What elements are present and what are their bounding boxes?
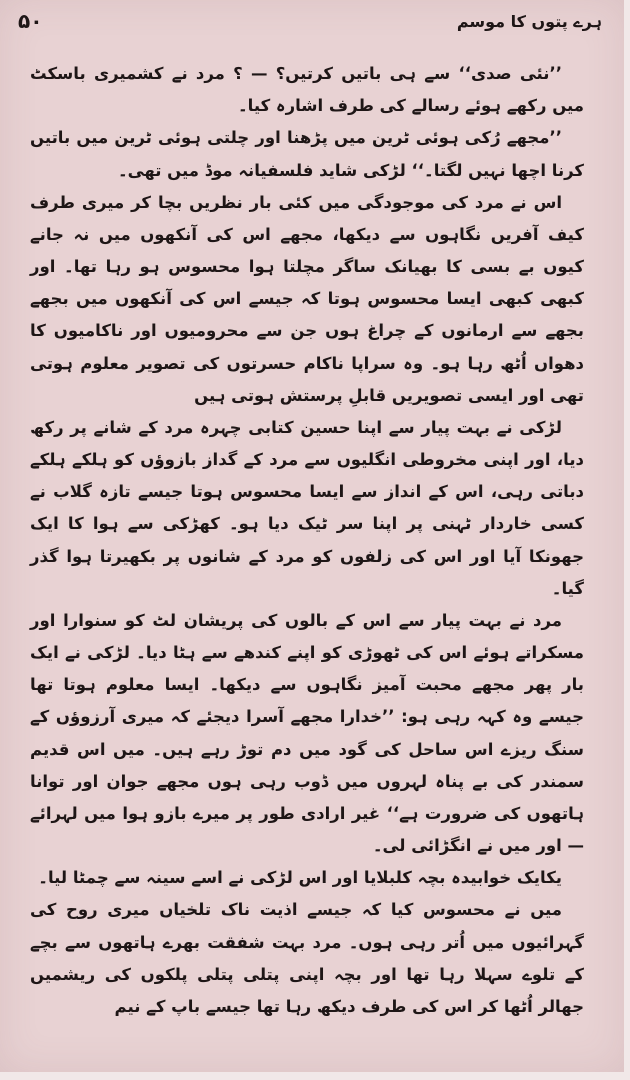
paragraph-3: اس نے مرد کی موجودگی میں کئی بار نظریں بچا کر میری طرف کیف آفریں نگاہوں سے دیکھا، مجھے اس کی آنکھوں میں نہ جانے کیوں بے بسی کا بھیانک ساگر مچلتا ہوا محسوس ہو رہا تھا۔ اور کبھی کبھی ایسا محسوس ہوتا کہ جیسے اس کی آنکھوں میں بجھے بجھے سے ارمانوں کے چراغ ہوں جن سے محرومیوں اور ناکامیوں کا دھواں اُٹھ رہا ہو۔ وہ سراپا ناکام حسرتوں کی تصویر معلوم ہوتی تھی اور ایسی تصویریں قابلِ پرستش ہوتی ہیں [30,192,584,405]
page-header [18,6,602,36]
body-text [30,58,584,1023]
paragraph-1: ’’نئی صدی‘‘ سے ہی باتیں کرتیں؟ — ؟ مرد نے کشمیری باسکٹ میں رکھے ہوئے رسالے کی طرف اشارہ کیا۔ [30,64,584,116]
paragraph-4: لڑکی نے بہت پیار سے اپنا حسین کتابی چہرہ مرد کے شانے پر رکھ دیا، اور اپنی مخروطی انگلیوں سے مرد کے گداز بازوؤں کو ہلکے ہلکے دباتی رہی، اس کے انداز سے ایسا محسوس ہوتا جیسے تازہ گلاب نے کسی خاردار ٹہنی پر اپنا سر ٹیک دیا ہو۔ کھڑکی سے ہوا کا ایک جھونکا آیا اور اس کی زلفوں کو مرد کے شانوں پر بکھیرتا ہوا گذر گیا۔ [30,417,584,598]
running-title: ہرے پتوں کا موسم [456,11,602,31]
paragraph-5: مرد نے بہت پیار سے اس کے بالوں کی پریشان لٹ کو سنوارا اور مسکراتے ہوئے اس کی ٹھوڑی کو اپنے کندھے سے ہٹا دیا۔ لڑکی نے ایک بار پھر مجھے محبت آمیز نگاہوں سے دیکھا۔ ایسا معلوم ہوتا تھا جیسے وہ کہہ رہی ہو: ’’خدارا مجھے آسرا دیجئے کہ میری آرزوؤں کے سنگ ریزے اس ساحل کی گود میں دم توڑ رہے ہیں۔ میں اس قدیم سمندر کی بے پناہ لہروں میں ڈوب رہی ہوں مجھے جوان اور توانا ہاتھوں کی ضرورت ہے‘‘ غیر ارادی طور پر میرے بازو ہوا میں لہرائے — اور میں نے انگڑائی لی۔ [30,610,584,856]
page-number: ۵۰ [18,9,43,33]
paragraph-6: یکایک خوابیدہ بچہ کلبلایا اور اس لڑکی نے اسے سینہ سے چمٹا لیا۔ [38,868,562,888]
paragraph-7: میں نے محسوس کیا کہ جیسے اذیت ناک تلخیاں میری روح کی گہرائیوں میں اُتر رہی ہوں۔ مرد بہت شفقت بھرے ہاتھوں سے بچے کے تلوے سہلا رہا تھا اور بچہ اپنی پتلی پتلی پلکوں کی ریشمیں جھالر اُٹھا کر اس کی طرف دیکھ رہا تھا جیسے باپ کے نیم [30,900,584,1016]
paragraph-2: ’’مجھے رُکی ہوئی ٹرین میں پڑھنا اور چلتی ہوئی ٹرین میں باتیں کرنا اچھا نہیں لگتا۔‘‘ لڑکی شاید فلسفیانہ موڈ میں تھی۔ [30,128,584,180]
